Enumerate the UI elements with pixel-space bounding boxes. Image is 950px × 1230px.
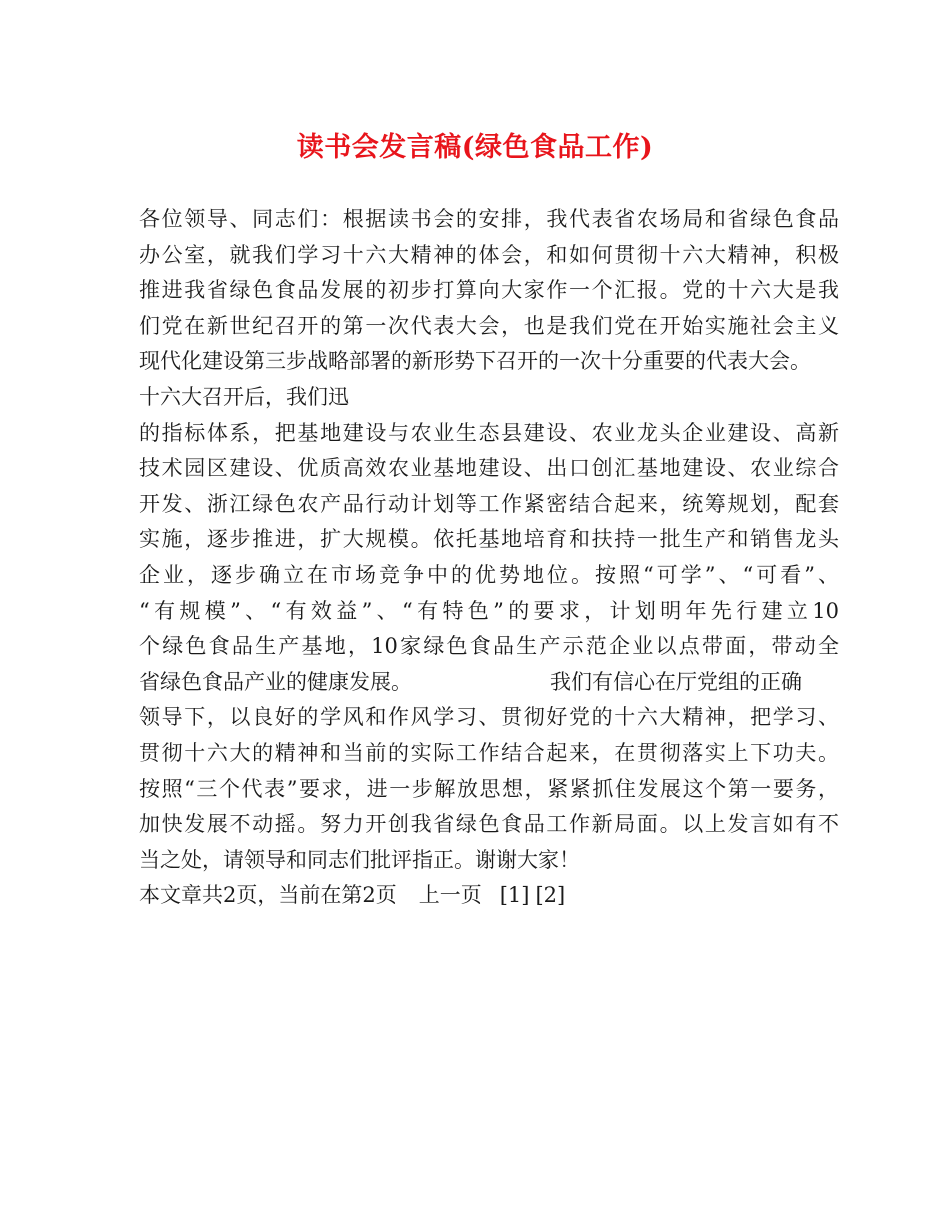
body-line: 们党在新世纪召开的第一次代表大会，也是我们党在开始实施社会主义 — [139, 313, 839, 338]
pagination — [139, 878, 839, 914]
page-2-link[interactable]: [2] — [535, 883, 566, 908]
body-line-part: 我们有信心在厅党组的正确 — [550, 669, 802, 694]
body-line: 按照“三个代表”要求，进一步解放思想，紧紧抓住发展这个第一要务， — [139, 776, 839, 801]
body-line: 各位领导、同志们：根据读书会的安排，我代表省农场局和省绿色食品 — [139, 207, 839, 231]
body-line: 实施，逐步推进，扩大规模。依托基地培育和扶持一批生产和销售龙头 — [139, 527, 839, 552]
pagination-info: 本文章共2页，当前在第2页 — [139, 883, 397, 908]
document-body — [139, 202, 839, 914]
prev-page-link[interactable]: 上一页 — [418, 883, 482, 908]
body-line: 加快发展不动摇。努力开创我省绿色食品工作新局面。以上发言如有不 — [139, 812, 839, 837]
body-line: 技术园区建设、优质高效农业基地建设、出口创汇基地建设、农业综合 — [139, 456, 839, 481]
document-title: 读书会发言稿(绿色食品工作) — [296, 132, 654, 163]
body-line-part: 省绿色食品产业的健康发展。 — [139, 669, 412, 694]
body-line — [139, 665, 839, 701]
body-line: 开发、浙江绿色农产品行动计划等工作紧密结合起来，统筹规划，配套 — [139, 491, 839, 516]
body-line: 个绿色食品生产基地，10家绿色食品生产示范企业以点带面，带动全 — [139, 634, 839, 659]
body-line: 办公室，就我们学习十六大精神的体会，和如何贯彻十六大精神，积极 — [139, 242, 839, 267]
body-line: 贯彻十六大的精神和当前的实际工作结合起来，在贯彻落实上下功夫。 — [139, 740, 839, 765]
body-line: “有规模”、“有效益”、“有特色”的要求，计划明年先行建立10 — [139, 598, 839, 623]
body-line: 的指标体系，把基地建设与农业生态县建设、农业龙头企业建设、高新 — [139, 420, 839, 445]
body-line: 现代化建设第三步战略部署的新形势下召开的一次十分重要的代表大会。 — [139, 349, 811, 374]
body-line: 十六大召开后，我们迅 — [139, 384, 349, 409]
page-1-link[interactable]: [1] — [499, 883, 530, 908]
body-line: 推进我省绿色食品发展的初步打算向大家作一个汇报。党的十六大是我 — [139, 278, 839, 303]
body-line: 当之处，请领导和同志们批评指正。谢谢大家！ — [139, 847, 580, 872]
body-line: 企业，逐步确立在市场竞争中的优势地位。按照“可学”、“可看”、 — [139, 562, 839, 587]
body-line: 领导下，以良好的学风和作风学习、贯彻好党的十六大精神，把学习、 — [139, 705, 839, 730]
